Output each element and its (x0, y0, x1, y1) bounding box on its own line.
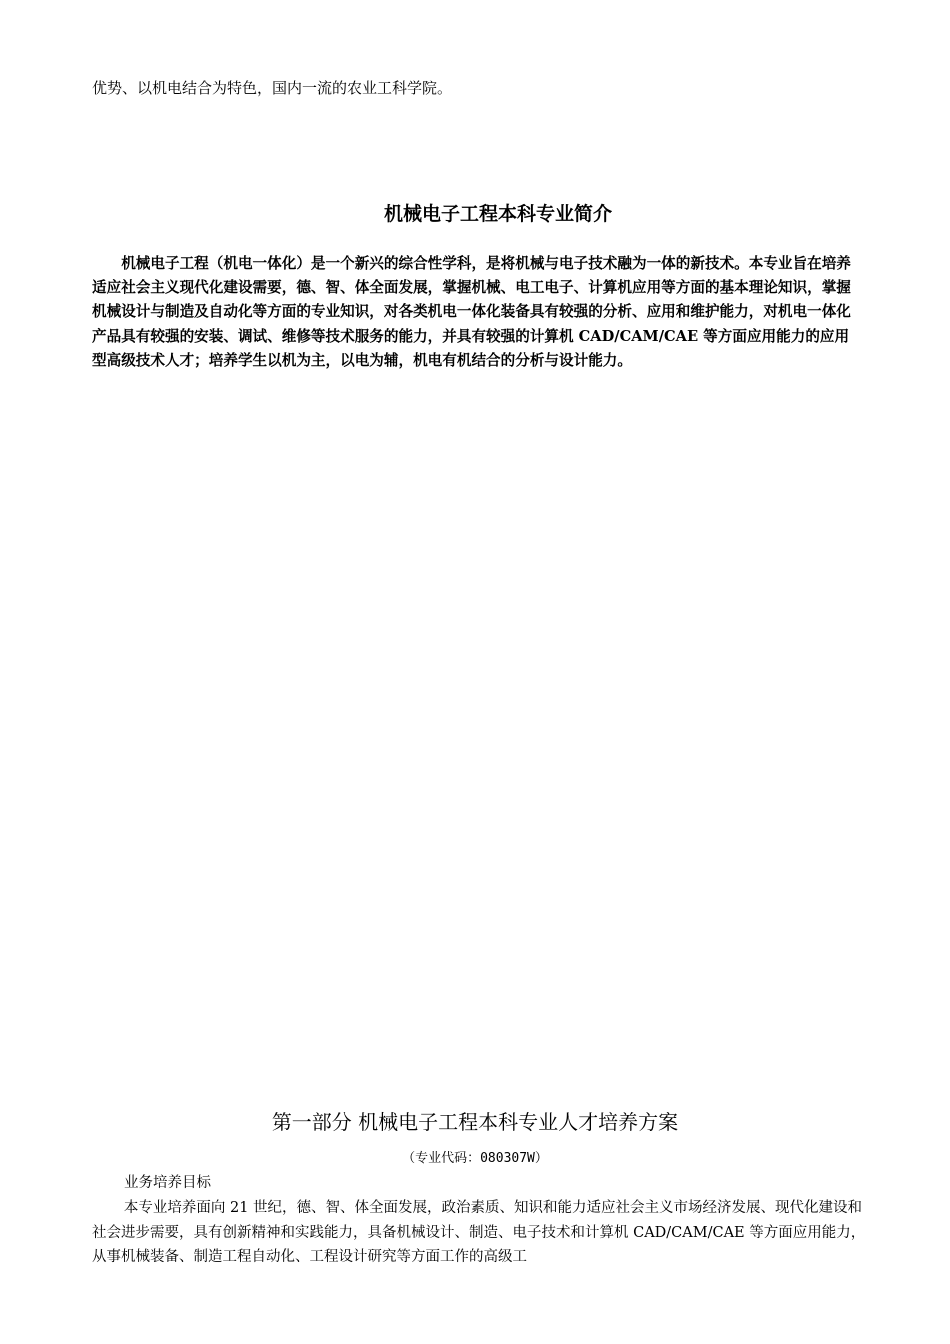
part-one-title: 第一部分 机械电子工程本科专业人才培养方案 (271, 1110, 679, 1134)
intro-section-body (92, 252, 862, 373)
major-code-line: （专业代码：080307W） (402, 1151, 548, 1166)
training-goal-body (92, 1196, 872, 1270)
previous-page-continuation-text: 优势、以机电结合为特色，国内一流的农业工科学院。 (92, 79, 453, 97)
intro-paragraph: 机械电子工程（机电一体化）是一个新兴的综合性学科，是将机械与电子技术融为一体的新技术。本专业旨在培养适应社会主义现代化建设需要，德、智、体全面发展，掌握机械、电工电子、计算机应用等方面的基本理论知识，掌握机械设计与制造及自动化等方面的专业知识，对各类机电一体化装备具有较强的分析、应用和维护能力，对机电一体化产品具有较强的安装、调试、维修等技术服务的能力，并具有较强的计算机 CAD/CAM/CAE 等方面应用能力的应用型高级技术人才；培养学生以机为主，以电为辅，机电有机结合的分析与设计能力。 (92, 255, 851, 369)
training-goal-heading: 业务培养目标 (124, 1175, 211, 1191)
training-goal-paragraph: 本专业培养面向 21 世纪，德、智、体全面发展，政治素质、知识和能力适应社会主义市场经济发展、现代化建设和社会进步需要，具有创新精神和实践能力，具备机械设计、制造、电子技术和计算机 CAD/CAM/CAE 等方面应用能力，从事机械装备、制造工程自动化、工程设计研究等方面工作的高级工 (92, 1200, 866, 1265)
intro-section-title: 机械电子工程本科专业简介 (383, 203, 612, 225)
